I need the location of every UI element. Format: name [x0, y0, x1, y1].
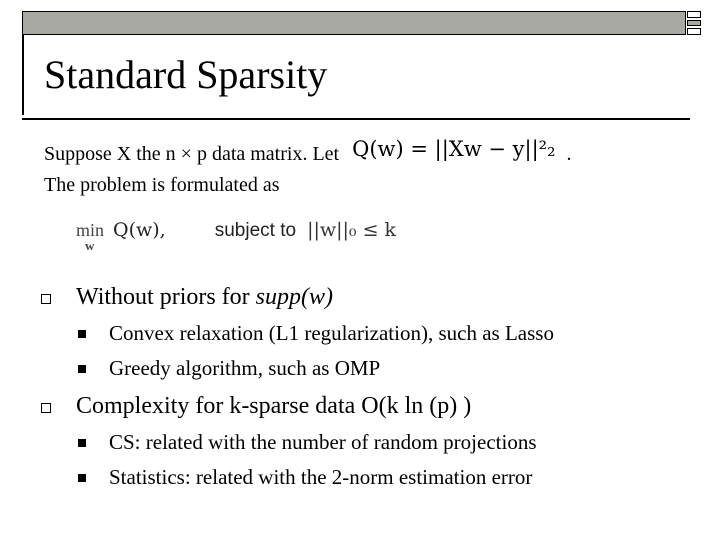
objective: Q(w), [113, 219, 166, 241]
bullet-1-text [76, 284, 333, 311]
bullet-1-emphasis: supp(w) [255, 284, 334, 310]
intro-text: Suppose X the n × p data matrix. Let [44, 143, 340, 165]
min-subscript: w [85, 238, 95, 253]
sub-bullet-marker [78, 365, 86, 373]
bullet-1-sub-1: Convex relaxation (L1 regularization), such as Lasso [109, 321, 554, 345]
title-divider [22, 118, 690, 120]
sub-bullet-marker [78, 474, 86, 482]
left-rule [22, 35, 24, 115]
intro-period: . [566, 143, 572, 165]
bullet-marker-hollow [41, 294, 51, 304]
subject-to-label: subject to [214, 220, 297, 241]
bullet-2-sub-2: Statistics: related with the 2-norm estimation error [109, 465, 533, 489]
min-operator: min [76, 220, 105, 240]
top-header-bar [22, 11, 686, 35]
corner-decoration [687, 11, 701, 35]
bullet-marker-hollow [41, 403, 51, 413]
intro-line-2: The problem is formulated as [44, 174, 280, 196]
bullet-1-prefix: Without priors for [76, 284, 256, 310]
problem-formulation [76, 219, 397, 253]
slide-title: Standard Sparsity [44, 52, 328, 97]
loss-formula: Q(w) = ||Xw − y||²₂ [352, 137, 556, 161]
sparsity-constraint: ||w||₀ ≤ k [307, 219, 397, 241]
bullet-1-sub-2: Greedy algorithm, such as OMP [109, 356, 381, 380]
sub-bullet-marker [78, 330, 86, 338]
bullet-2-sub-1: CS: related with the number of random projections [109, 430, 537, 454]
intro-line-1 [44, 137, 572, 166]
bullet-2-text: Complexity for k-sparse data O(k ln (p) ) [76, 393, 472, 419]
sub-bullet-marker [78, 439, 86, 447]
